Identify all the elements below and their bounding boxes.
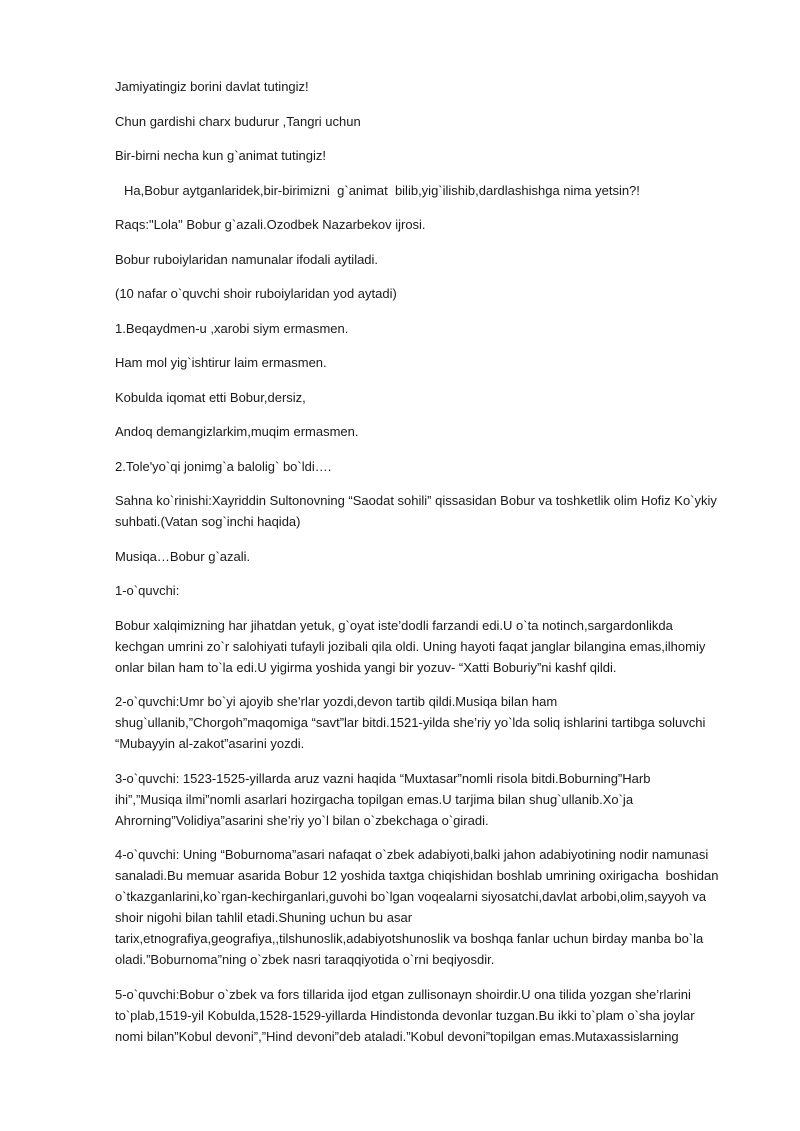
text-line: shoir nigohi bilan tahlil etadi.Shuning uchun bu asar: [115, 910, 413, 925]
text-line: kechgan umrini zo`r salohiyati tufayli jozibali qila oldi. Uning hayoti faqat janglar bilangina emas,ilhomiy: [115, 638, 706, 654]
text-line: Chun gardishi charx budurur ,Tangri uchun: [115, 113, 361, 129]
paragraph: [115, 580, 745, 601]
paragraph: [115, 111, 745, 132]
paragraph: [115, 984, 745, 1047]
paragraph: [115, 615, 745, 678]
text-line: Andoq demangizlarkim,muqim ermasmen.: [115, 424, 359, 439]
text-line: Raqs:"Lola" Bobur g`azali.Ozodbek Nazarbekov ijrosi.: [115, 217, 426, 232]
text-line: shug`ullanib,”Chorgoh”maqomiga “savt”lar bitdi.1521-yilda she’riy yo`lda soliq ishlarini tartibga soluvchi: [115, 715, 706, 730]
text-line: tarix,etnografiya,geografiya,,tilshunoslik,adabiyotshunoslik va boshqa fanlar uchun birday manba bo`la: [115, 931, 704, 946]
text-line: 1.Beqaydmen-u ,xarobi siym ermasmen.: [115, 320, 349, 336]
paragraph: [115, 421, 745, 442]
text-line: “Mubayyin al-zakot”asarini yozdi.: [115, 736, 305, 751]
text-line: suhbati.(Vatan sog`inchi haqida): [115, 514, 301, 529]
paragraph: [115, 387, 745, 408]
paragraph: [115, 456, 745, 477]
document-body: [115, 76, 745, 1060]
paragraph: [115, 352, 745, 373]
paragraph: [115, 546, 745, 567]
paragraph: [115, 768, 745, 831]
paragraph: [115, 844, 745, 970]
text-line: Jamiyatingiz borini davlat tutingiz!: [115, 79, 309, 94]
paragraph: [115, 180, 745, 201]
text-line: 4-o`quvchi: Uning “Boburnoma”asari nafaqat o`zbek adabiyoti,balki jahon adabiyotining nodir namunasi: [115, 847, 709, 862]
text-line: Bobur xalqimizning har jihatdan yetuk, g`oyat iste’dodli farzandi edi.U o`ta notinch,sargardonlikda: [115, 617, 673, 633]
text-line: nomi bilan”Kobul devoni”,”Hind devoni”deb ataladi.”Kobul devoni”topilgan emas.Mutaxassislarning: [115, 1028, 679, 1044]
paragraph: [115, 490, 745, 532]
text-line: Ham mol yig`ishtirur laim ermasmen.: [115, 355, 327, 370]
paragraph: [115, 691, 745, 754]
text-line: Ha,Bobur aytganlaridek,bir-birimizni g`animat bilib,yig`ilishib,dardlashishga nima yetsin?!: [124, 182, 640, 198]
paragraph: [115, 214, 745, 235]
paragraph: [115, 249, 745, 270]
paragraph: [115, 318, 745, 339]
text-line: Sahna ko`rinishi:Xayriddin Sultonovning “Saodat sohili” qissasidan Bobur va toshketlik olim Hofiz Ko`ykiy: [115, 493, 717, 508]
text-line: (10 nafar o`quvchi shoir ruboiylaridan yod aytadi): [115, 286, 397, 301]
paragraph: [115, 76, 745, 97]
text-line: onlar bilan ham to`la edi.U yigirma yoshida yangi bir yozuv- “Xatti Boburiy”ni kashf qildi.: [115, 659, 617, 675]
text-line: 5-o`quvchi:Bobur o`zbek va fors tillarida ijod etgan zullisonayn shoirdir.U ona tilida yozgan she’rlarini: [115, 986, 691, 1002]
text-line: ihi”,”Musiqa ilmi”nomli asarlari hozirgacha topilgan emas.U tarjima bilan shug`ullanib.Xo`ja: [115, 791, 634, 807]
text-line: Ahrorning”Volidiya”asarini she’riy yo`l bilan o`zbekchaga o`giradi.: [115, 812, 489, 828]
text-line: to`plab,1519-yil Kobulda,1528-1529-yillarda Hindistonda devonlar tuzgan.Bu ikki to`plam o`sha joylar: [115, 1007, 695, 1023]
paragraph: [115, 145, 745, 166]
text-line: Bir-birni necha kun g`animat tutingiz!: [115, 148, 326, 163]
text-line: sanaladi.Bu memuar asarida Bobur 12 yoshida taxtga chiqishidan boshlab umrining oxirigacha boshidan: [115, 868, 719, 883]
text-line: 2.Tole'yo`qi jonimg`a balolig` bo`ldi….: [115, 458, 332, 474]
text-line: o`tkazganlarini,ko`rgan-kechirganlari,guvohi bo`lgan voqealarni siyosatchi,davlat arbobi,olim,sayyoh va: [115, 889, 707, 904]
text-line: Bobur ruboiylaridan namunalar ifodali aytiladi.: [115, 251, 379, 267]
text-line: Musiqa…Bobur g`azali.: [115, 548, 251, 564]
text-line: Kobulda iqomat etti Bobur,dersiz,: [115, 389, 306, 405]
text-line: 3-o`quvchi: 1523-1525-yillarda aruz vazni haqida “Muxtasar”nomli risola bitdi.Boburning”Harb: [115, 770, 651, 786]
text-line: 2-o`quvchi:Umr bo`yi ajoyib she’rlar yozdi,devon tartib qildi.Musiqa bilan ham: [115, 694, 558, 709]
text-line: 1-o`quvchi:: [115, 583, 180, 598]
paragraph: [115, 283, 745, 304]
text-line: oladi.”Boburnoma”ning o`zbek nasri taraqqiyotida o`rni beqiyosdir.: [115, 952, 495, 967]
